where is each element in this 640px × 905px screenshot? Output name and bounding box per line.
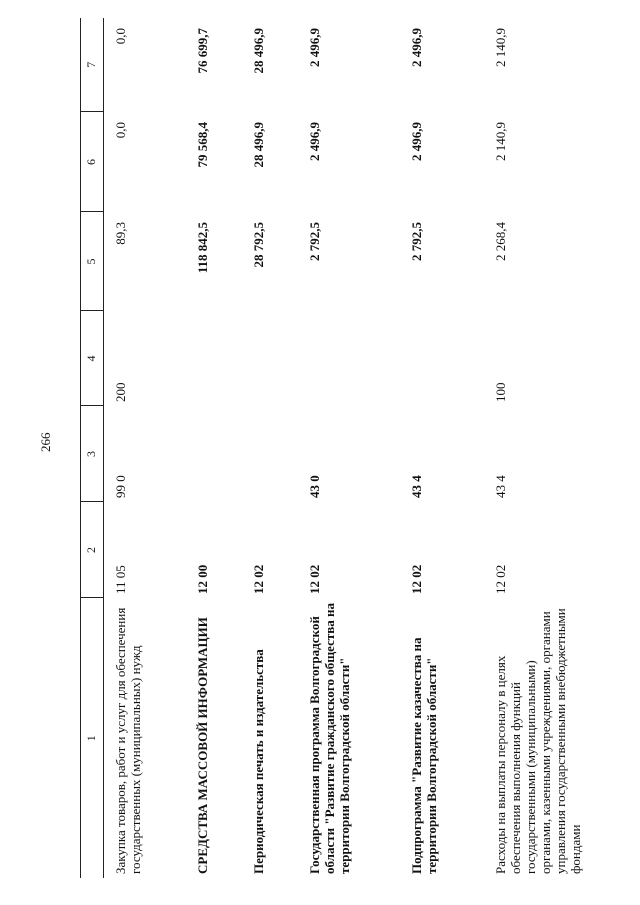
row-value-6: 2 496,9 [409, 122, 424, 161]
row-section: 11 05 [113, 565, 128, 594]
row-name: Расходы на выплаты персоналу в целях обеспечения выполнения функций государственными (муниципальными) органами, казенными учреждениями, органами управления государственными внебюджетными фондами [493, 608, 583, 874]
page-number: 266 [38, 432, 53, 452]
row-value-7: 2 496,9 [307, 28, 322, 67]
column-header-2: 2 [81, 502, 104, 598]
row-type [186, 311, 242, 406]
column-number-row [81, 18, 104, 878]
row-value-6: 79 568,4 [195, 122, 210, 168]
row-type [242, 311, 298, 406]
row-value-7: 76 699,7 [195, 28, 210, 74]
row-name: Периодическая печать и издательства [251, 649, 266, 874]
row-value-5: 2 792,5 [307, 222, 322, 261]
row-name: Закупка товаров, работ и услуг для обеспечения государственных (муниципальных) нужд [113, 607, 143, 874]
row-name: СРЕДСТВА МАССОВОЙ ИНФОРМАЦИИ [195, 617, 210, 874]
row-value-7: 2 140,9 [493, 28, 508, 67]
table-row [104, 18, 187, 878]
column-header-4: 4 [81, 311, 104, 406]
row-name: Подпрограмма "Развитие казачества на территории Волгоградской области" [409, 637, 439, 874]
row-section: 12 00 [195, 564, 210, 594]
column-header-1: 1 [81, 598, 104, 878]
row-target: 99 0 [113, 475, 128, 498]
row-value-6: 28 496,9 [251, 122, 266, 168]
table-row [400, 18, 484, 878]
row-type [400, 311, 484, 406]
row-section: 12 02 [251, 564, 266, 594]
row-value-5: 89,3 [113, 222, 128, 245]
row-section: 12 02 [307, 564, 322, 594]
column-header-7: 7 [81, 18, 104, 112]
row-value-7: 2 496,9 [409, 28, 424, 67]
row-section: 12 02 [409, 564, 424, 594]
row-value-5: 118 842,5 [195, 222, 210, 274]
row-value-6: 2 140,9 [493, 122, 508, 161]
table-row [298, 18, 400, 878]
row-type [298, 311, 400, 406]
row-section: 12 02 [493, 564, 508, 594]
row-target [186, 406, 242, 502]
row-type: 200 [113, 382, 128, 402]
row-value-5: 2 268,4 [493, 222, 508, 261]
row-target: 43 0 [307, 475, 322, 498]
row-target: 43 4 [493, 475, 508, 498]
table-row [242, 18, 298, 878]
row-value-6: 2 496,9 [307, 122, 322, 161]
table-row [484, 18, 614, 878]
row-name: Государственная программа Волгоградской области "Развитие гражданского общества на территории Волгоградской области" [307, 602, 352, 874]
row-target: 43 4 [409, 475, 424, 498]
column-header-3: 3 [81, 406, 104, 502]
row-target [242, 406, 298, 502]
row-value-7: 0,0 [113, 28, 128, 45]
row-value-7: 28 496,9 [251, 28, 266, 74]
table-row [186, 18, 242, 878]
budget-table-container [80, 18, 583, 878]
row-type: 100 [493, 382, 508, 402]
column-header-5: 5 [81, 212, 104, 311]
column-header-6: 6 [81, 112, 104, 212]
budget-table [80, 18, 614, 878]
row-value-5: 28 792,5 [251, 222, 266, 268]
row-value-6: 0,0 [113, 122, 128, 139]
row-value-5: 2 792,5 [409, 222, 424, 261]
